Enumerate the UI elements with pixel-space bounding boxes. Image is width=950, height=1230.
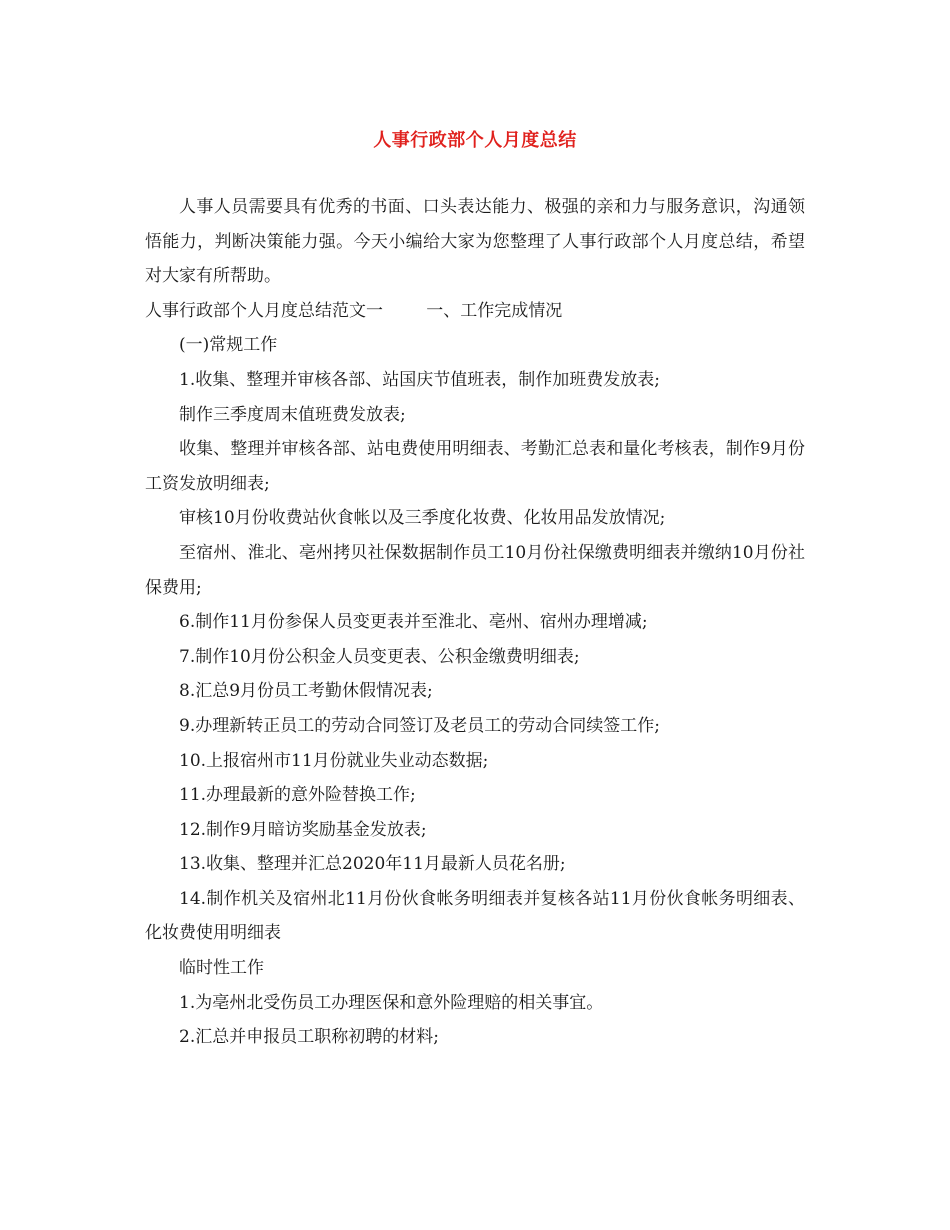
temporary-heading: 临时性工作 — [179, 958, 264, 979]
list-item: 11.办理最新的意外险替换工作; — [179, 785, 416, 806]
list-item: 14.制作机关及宿州北11月份伙食帐务明细表并复核各站11月份伙食帐务明细表、化妆费使用明细表 — [145, 888, 805, 944]
list-item: 8.汇总9月份员工考勤休假情况表; — [179, 681, 433, 702]
intro-paragraph: 人事人员需要具有优秀的书面、口头表达能力、极强的亲和力与服务意识，沟通领悟能力，判断决策能力强。今天小编给大家为您整理了人事行政部个人月度总结，希望对大家有所帮助。 — [145, 197, 805, 287]
list-item: 制作三季度周末值班费发放表; — [179, 404, 406, 425]
list-item: 9.办理新转正员工的劳动合同签订及老员工的劳动合同续签工作; — [179, 715, 660, 736]
list-item: 7.制作10月份公积金人员变更表、公积金缴费明细表; — [179, 646, 580, 667]
section-heading-line — [145, 294, 805, 329]
list-item: 6.制作11月份参保人员变更表并至淮北、亳州、宿州办理增减; — [179, 612, 648, 633]
section-heading: 人事行政部个人月度总结范文一 — [145, 300, 383, 321]
section-subheading: 一、工作完成情况 — [426, 300, 563, 321]
list-item: 13.收集、整理并汇总2020年11月最新人员花名册; — [179, 854, 566, 875]
list-item: 收集、整理并审核各部、站电费使用明细表、考勤汇总表和量化考核表，制作9月份工资发放明细表; — [145, 439, 805, 494]
list-item: 至宿州、淮北、亳州拷贝社保数据制作员工10月份社保缴费明细表并缴纳10月份社保费用; — [145, 542, 805, 598]
document-title: 人事行政部个人月度总结 — [373, 130, 577, 151]
document-body — [145, 190, 805, 1055]
list-item: 12.制作9月暗访奖励基金发放表; — [179, 819, 427, 840]
list-item: 1.为亳州北受伤员工办理医保和意外险理赔的相关事宜。 — [179, 992, 604, 1013]
routine-heading: (一)常规工作 — [179, 335, 278, 356]
list-item: 2.汇总并申报员工职称初聘的材料; — [179, 1027, 439, 1048]
list-item: 10.上报宿州市11月份就业失业动态数据; — [179, 750, 489, 771]
list-item: 1.收集、整理并审核各部、站国庆节值班表，制作加班费发放表; — [179, 369, 660, 390]
list-item: 审核10月份收费站伙食帐以及三季度化妆费、化妆用品发放情况; — [179, 508, 666, 529]
